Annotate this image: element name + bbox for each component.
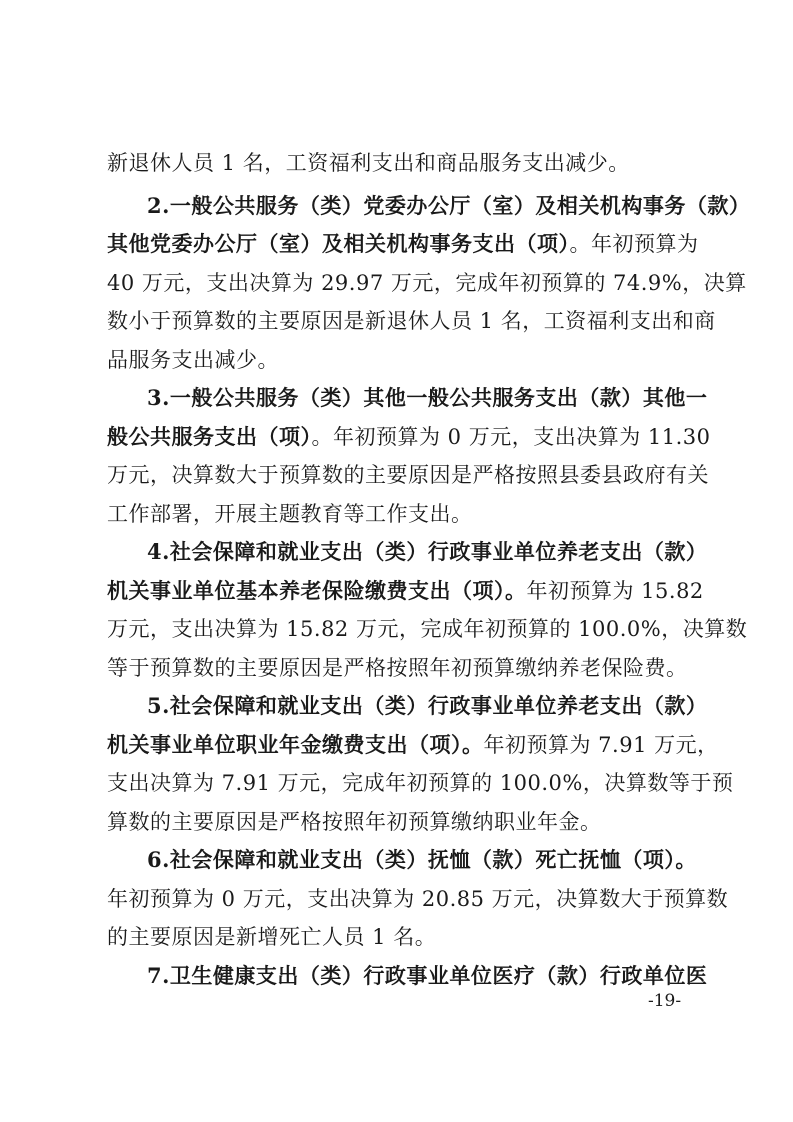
paragraph-6-heading: 6.社会保障和就业支出（类）抚恤（款）死亡抚恤（项）。: [147, 847, 697, 872]
paragraph-2-line-4: 数小于预算数的主要原因是新退休人员 1 名，工资福利支出和商: [107, 309, 716, 333]
paragraph-1-line-1: 新退休人员 1 名，工资福利支出和商品服务支出减少。: [107, 151, 630, 175]
paragraph-7-line-1: [147, 961, 708, 991]
paragraph-7-heading: 7.卫生健康支出（类）行政事业单位医疗（款）行政单位医: [147, 963, 708, 988]
paragraph-4-heading-part-2: 机关事业单位基本养老保险缴费支出（项）。: [107, 578, 527, 603]
paragraph-5-line-2: 机关事业单位职业年金缴费支出（项）。年初预算为 7.91 万元，: [107, 732, 719, 757]
paragraph-4-heading-part-1: 4.社会保障和就业支出（类）行政事业单位养老支出（款）: [147, 539, 708, 564]
paragraph-4-line-1: [147, 537, 708, 567]
paragraph-5-heading-part-2: 机关事业单位职业年金缴费支出（项）。: [107, 732, 484, 757]
paragraph-4-line-3: 万元，支出决算为 15.82 万元，完成年初预算的 100.0%，决算数: [107, 617, 748, 641]
paragraph-4-line-2: 机关事业单位基本养老保险缴费支出（项）。年初预算为 15.82: [107, 578, 704, 603]
paragraph-3-line-4: 工作部署，开展主题教育等工作支出。: [107, 502, 473, 526]
paragraph-6-line-2: 年初预算为 0 万元，支出决算为 20.85 万元，决算数大于预算数: [107, 887, 729, 911]
paragraph-3-heading-part-1: 3.一般公共服务（类）其他一般公共服务支出（款）其他一: [147, 385, 708, 410]
paragraph-3-line-3: 万元，决算数大于预算数的主要原因是严格按照县委县政府有关: [107, 463, 709, 487]
paragraph-2-line-3: 40 万元，支出决算为 29.97 万元，完成年初预算的 74.9%，决算: [107, 271, 747, 295]
page-number: -19-: [648, 991, 682, 1011]
paragraph-3-heading-part-2: 般公共服务支出（项）: [107, 424, 312, 449]
paragraph-2-heading-part-1: 2.一般公共服务（类）党委办公厅（室）及相关机构事务（款）: [147, 193, 751, 218]
paragraph-3-line-2: 般公共服务支出（项）。年初预算为 0 万元，支出决算为 11.30: [107, 424, 711, 449]
paragraph-6-line-1: [147, 845, 697, 875]
paragraph-5-line-3: 支出决算为 7.91 万元，完成年初预算的 100.0%，决算数等于预: [107, 771, 734, 795]
paragraph-5-heading-part-1: 5.社会保障和就业支出（类）行政事业单位养老支出（款）: [147, 693, 708, 718]
paragraph-3-line-1: [147, 383, 708, 413]
paragraph-2-heading-part-2: 其他党委办公厅（室）及相关机构事务支出（项）: [107, 231, 570, 256]
paragraph-5-line-4: 算数的主要原因是严格按照年初预算缴纳职业年金。: [107, 810, 602, 834]
paragraph-2-line-1: [147, 191, 751, 221]
paragraph-2-line-5: 品服务支出减少。: [107, 348, 279, 372]
paragraph-6-line-3: 的主要原因是新增死亡人员 1 名。: [107, 925, 437, 949]
paragraph-2-line-2: 其他党委办公厅（室）及相关机构事务支出（项）。年初预算为: [107, 231, 699, 256]
paragraph-5-line-1: [147, 691, 708, 721]
paragraph-4-line-4: 等于预算数的主要原因是严格按照年初预算缴纳养老保险费。: [107, 656, 688, 680]
